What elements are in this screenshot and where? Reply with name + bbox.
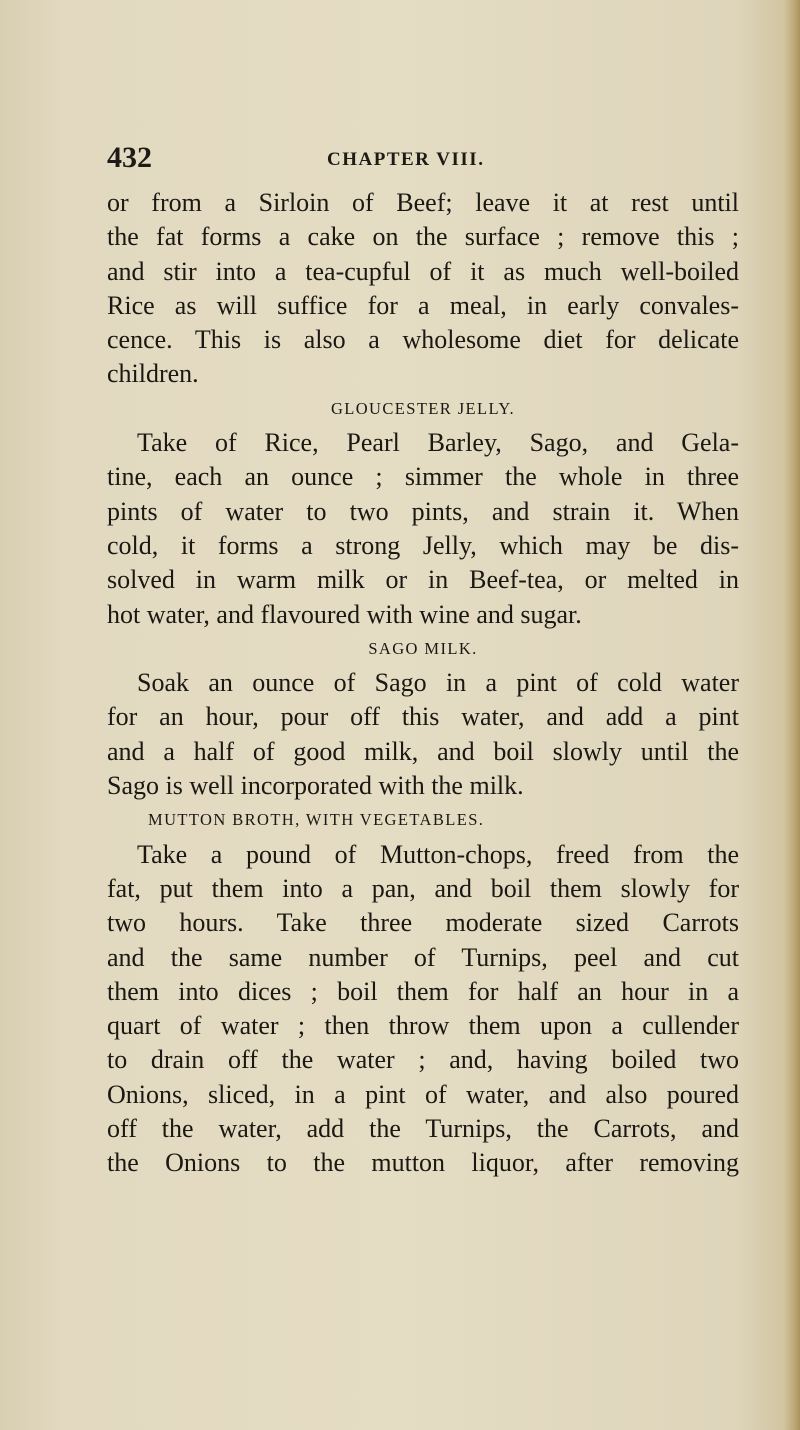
text-line: the Onions to the mutton liquor, after removing xyxy=(107,1148,739,1178)
text-line: off the water, add the Turnips, the Carrots, and xyxy=(107,1114,739,1144)
text-line: or from a Sirloin of Beef; leave it at rest until xyxy=(107,188,739,217)
text-line: cold, it forms a strong Jelly, which may be dis- xyxy=(107,530,739,560)
text-line: to drain off the water ; and, having boiled two xyxy=(107,1045,739,1075)
page-body xyxy=(107,186,739,1181)
text-line: Rice as will suffice for a meal, in early convales- xyxy=(107,290,739,320)
text-line: cence. This is also a wholesome diet for delicate xyxy=(107,325,739,355)
intro-paragraph xyxy=(107,186,739,392)
text-line: for an hour, pour off this water, and add a pint xyxy=(107,702,739,732)
text-line: Onions, sliced, in a pint of water, and also poured xyxy=(107,1079,739,1109)
text-line: Sago is well incorporated with the milk. xyxy=(107,771,524,801)
recipe-heading: MUTTON BROTH, WITH VEGETABLES. xyxy=(148,810,485,830)
recipe-heading: GLOUCESTER JELLY. xyxy=(330,398,516,418)
text-line: two hours. Take three moderate sized Carrots xyxy=(107,908,739,938)
text-line: and stir into a tea-cupful of it as much well-boiled xyxy=(107,256,739,286)
recipe-sago-milk xyxy=(107,632,739,803)
text-line: hot water, and flavoured with wine and sugar. xyxy=(107,599,582,629)
recipe-gloucester-jelly xyxy=(107,392,739,632)
text-line: the fat forms a cake on the surface ; remove this ; xyxy=(107,222,739,252)
text-line: Take a pound of Mutton-chops, freed from the xyxy=(137,839,739,869)
text-line: children. xyxy=(107,359,199,389)
text-line: Soak an ounce of Sago in a pint of cold water xyxy=(137,668,739,698)
text-line: and a half of good milk, and boil slowly until the xyxy=(107,736,739,766)
text-line: and the same number of Turnips, peel and cut xyxy=(107,942,739,972)
text-line: fat, put them into a pan, and boil them slowly for xyxy=(107,873,739,903)
text-line: quart of water ; then throw them upon a cullender xyxy=(107,1011,739,1041)
text-line: tine, each an ounce ; simmer the whole in three xyxy=(107,462,739,492)
text-line: them into dices ; boil them for half an hour in a xyxy=(107,976,739,1006)
recipe-heading: SAGO MILK. xyxy=(368,638,478,658)
chapter-title: CHAPTER VIII. xyxy=(327,149,485,170)
text-line: pints of water to two pints, and strain it. When xyxy=(107,496,739,526)
recipe-mutton-broth xyxy=(107,803,739,1180)
page-edge-shadow xyxy=(784,0,800,1430)
page-number: 432 xyxy=(107,141,152,174)
text-line: solved in warm milk or in Beef-tea, or melted in xyxy=(107,565,739,595)
running-head xyxy=(107,138,707,178)
text-line: Take of Rice, Pearl Barley, Sago, and Gela- xyxy=(137,428,739,458)
